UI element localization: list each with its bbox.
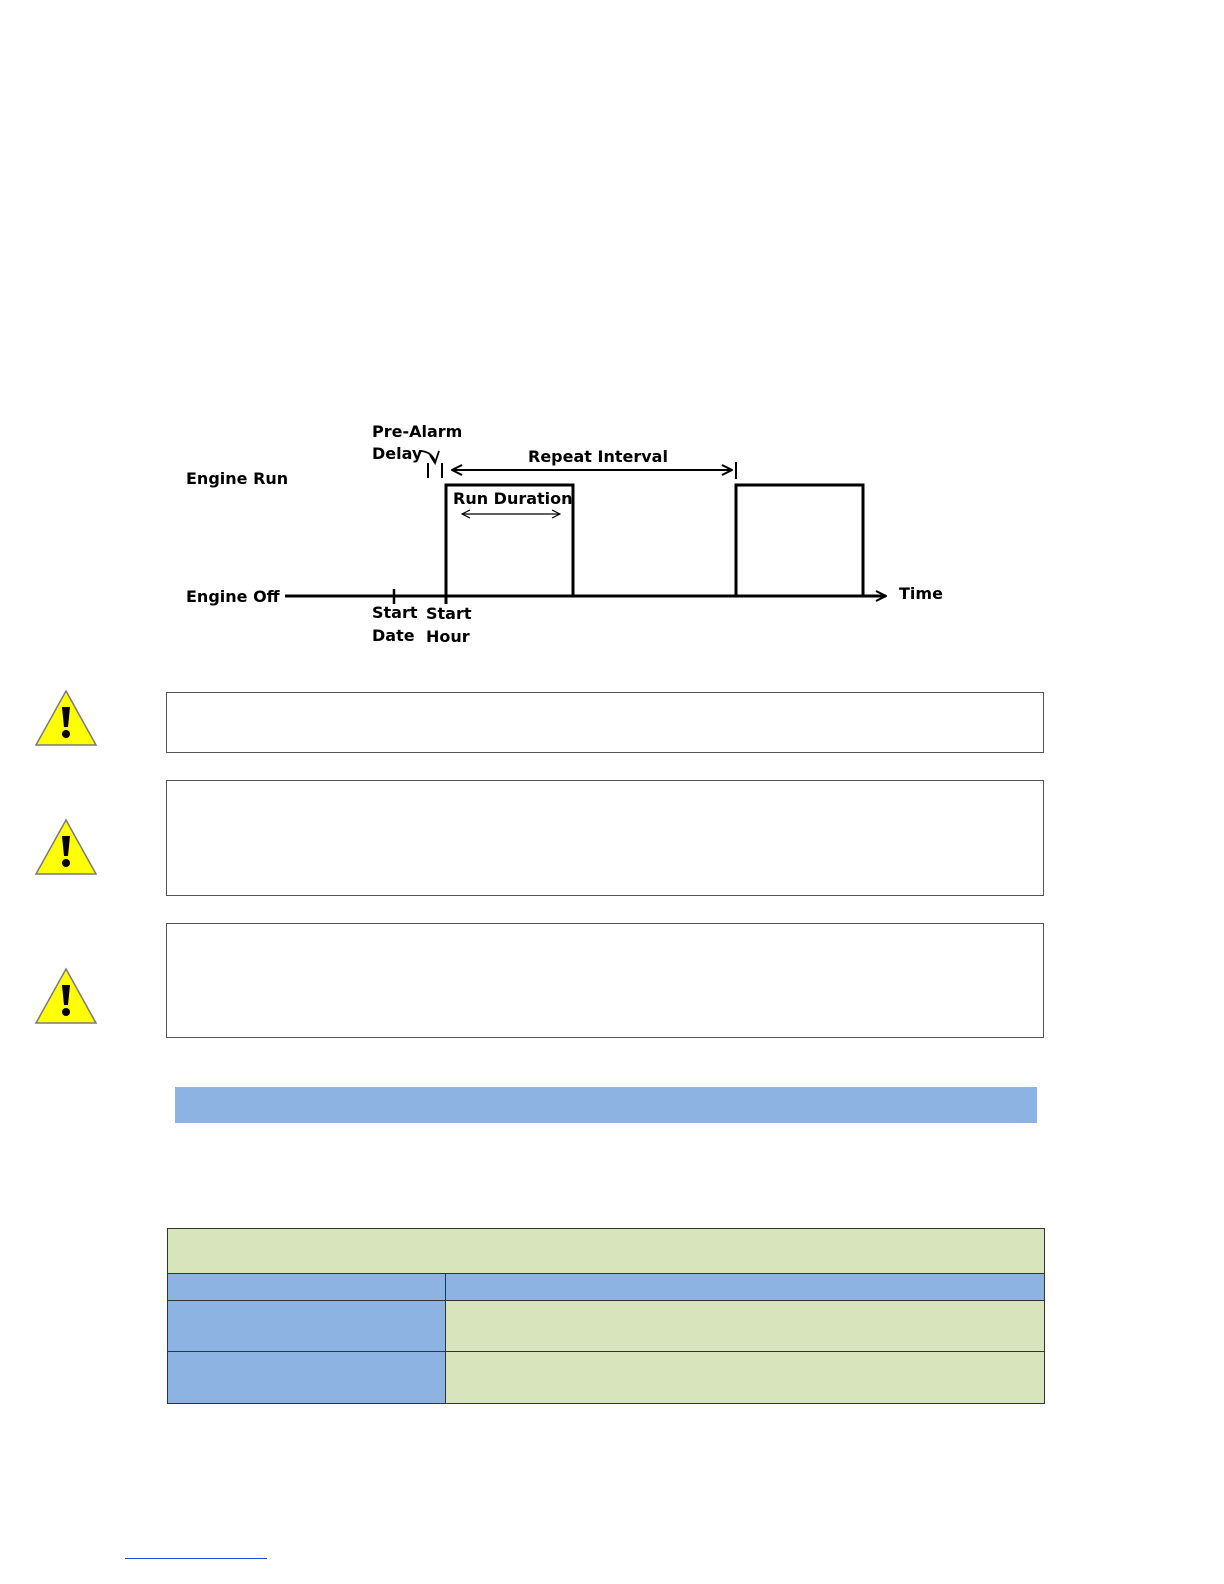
footer-link[interactable] bbox=[125, 1558, 267, 1559]
run-pulse-2 bbox=[736, 485, 863, 596]
table-cell-parameter bbox=[168, 1352, 446, 1403]
warning-note-box-3 bbox=[166, 923, 1044, 1038]
table-cell-description bbox=[446, 1301, 1044, 1351]
exercise-timing-diagram bbox=[0, 0, 1224, 700]
time-label: Time bbox=[899, 584, 943, 603]
warning-triangle-icon bbox=[34, 689, 98, 747]
start-date-label: Start bbox=[372, 603, 418, 622]
table-header-cell bbox=[168, 1274, 446, 1300]
start-date-label-2: Date bbox=[372, 626, 415, 645]
start-hour-label: Start bbox=[426, 604, 472, 623]
warning-triangle-icon bbox=[34, 818, 98, 876]
table-row bbox=[168, 1301, 1044, 1352]
pre-alarm-label: Pre-Alarm bbox=[372, 422, 463, 441]
warning-note-box-1 bbox=[166, 692, 1044, 753]
table-cell-description bbox=[446, 1352, 1044, 1403]
engine-run-label: Engine Run bbox=[186, 469, 289, 488]
engine-off-label: Engine Off bbox=[186, 587, 280, 606]
warning-note-box-2 bbox=[166, 780, 1044, 896]
repeat-interval-label: Repeat Interval bbox=[528, 447, 668, 466]
start-hour-label-2: Hour bbox=[426, 627, 470, 646]
table-header-cell bbox=[446, 1274, 1044, 1300]
delay-label: Delay bbox=[372, 444, 423, 463]
table-header-row bbox=[168, 1274, 1044, 1301]
table-row bbox=[168, 1352, 1044, 1403]
parameter-table bbox=[167, 1228, 1045, 1404]
warning-triangle-icon bbox=[34, 967, 98, 1025]
section-heading-bar bbox=[175, 1087, 1037, 1123]
run-duration-label: Run Duration bbox=[453, 489, 573, 508]
table-title-row bbox=[168, 1229, 1044, 1274]
pre-alarm-pointer-head bbox=[430, 451, 439, 463]
table-cell-parameter bbox=[168, 1301, 446, 1351]
